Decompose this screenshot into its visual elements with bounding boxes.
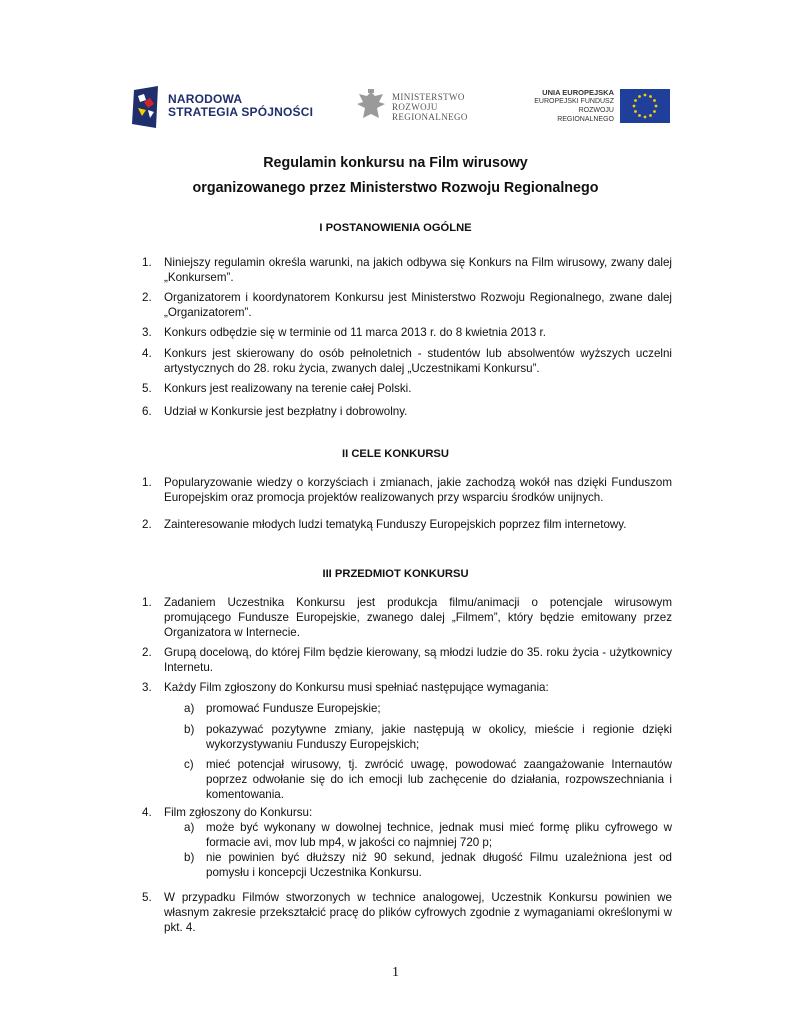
eu-line3: ROZWOJU REGIONALNEGO [557, 107, 614, 123]
sub-list-item [184, 701, 672, 716]
item-text: Konkurs jest realizowany na terenie całej Polski. [164, 382, 412, 395]
item-number: 4. [142, 806, 152, 819]
item-number: 1. [142, 596, 152, 609]
list-item [142, 325, 672, 340]
list-item [142, 475, 672, 505]
list-item [142, 404, 672, 419]
mrr-logo [355, 88, 468, 126]
list-item [142, 255, 672, 285]
nss-wordmark [168, 93, 313, 119]
list-item [142, 381, 672, 396]
item-text: Niniejszy regulamin określa warunki, na jakich odbywa się Konkurs na Film wirusowy, zwany dalej „Konkursem”. [164, 256, 672, 284]
mrr-line3: REGIONALNEGO [392, 112, 468, 122]
item-number: 2. [142, 291, 152, 304]
item-text: Udział w Konkursie jest bezpłatny i dobrowolny. [164, 405, 408, 418]
section-heading-1: I POSTANOWIENIA OGÓLNE [319, 222, 472, 234]
item-text: Organizatorem i koordynatorem Konkursu jest Ministerstwo Rozwoju Regionalnego, zwane dalej „Organizatorem”. [164, 291, 672, 319]
item-number: 3. [142, 681, 152, 694]
item-text: Zadaniem Uczestnika Konkursu jest produkcja filmu/animacji o potencjale wirusowym promującego Fundusze Europejskie, zwanego dalej „Filmem”, który będzie emitowany przez Organizatora w Internecie. [164, 596, 672, 639]
section-heading-2: II CELE KONKURSU [342, 448, 449, 460]
document-title-line2: organizowanego przez Ministerstwo Rozwoju Regionalnego [192, 180, 599, 196]
eagle-emblem-icon [355, 88, 387, 126]
item-text: Konkurs jest skierowany do osób pełnoletnich - studentów lub absolwentów wyższych uczelni artystycznych do 28. roku życia, zwanych dalej „Uczestnikami Konkursu”. [164, 347, 672, 375]
item-text: Film zgłoszony do Konkursu: [164, 806, 313, 819]
nss-line1: NARODOWA [168, 92, 243, 106]
item-text: Grupą docelową, do której Film będzie kierowany, są młodzi ludzie do 35. roku życia - użytkownicy Internetu. [164, 646, 672, 674]
item-number: 1. [142, 256, 152, 269]
item-number: 5. [142, 382, 152, 395]
sub-item-text: mieć potencjał wirusowy, tj. zwrócić uwagę, powodować zaangażowanie Internautów poprzez odwołanie się do ich emocji lub zachęcenie do działania, rozpowszechniania i komentowania. [206, 758, 672, 801]
eu-logo [528, 88, 670, 124]
list-item [142, 290, 672, 320]
section-heading-3: III PRZEDMIOT KONKURSU [322, 568, 469, 580]
sub-item-letter: a) [184, 702, 195, 715]
item-number: 5. [142, 891, 152, 904]
sub-item-text: może być wykonany w dowolnej technice, jednak musi mieć formę pliku cyfrowego w formacie avi, mov lub mp4, w jakości co najmniej 720 p; [206, 821, 672, 849]
item-text: Każdy Film zgłoszony do Konkursu musi spełniać następujące wymagania: [164, 681, 549, 694]
list-item [142, 346, 672, 376]
list-item [142, 645, 672, 675]
sub-item-text: pokazywać pozytywne zmiany, jakie następują w okolicy, mieście i regionie dzięki wykorzystywaniu Funduszy Europejskich; [206, 723, 672, 751]
eu-line1: UNIA EUROPEJSKA [542, 88, 614, 97]
eu-flag-icon [620, 89, 670, 123]
sub-list-item [184, 722, 672, 752]
item-number: 3. [142, 326, 152, 339]
list-item [142, 595, 672, 640]
sub-item-text: promować Fundusze Europejskie; [206, 702, 381, 715]
list-item [142, 805, 672, 820]
sub-item-letter: b) [184, 851, 195, 864]
sub-list-item [184, 757, 672, 802]
sub-list-item [184, 820, 672, 850]
sub-item-letter: c) [184, 758, 194, 771]
list-item [142, 517, 672, 532]
header-logos [130, 82, 670, 132]
nss-logo [130, 82, 313, 130]
mrr-line1: MINISTERSTWO [392, 92, 465, 102]
item-text: Popularyzowanie wiedzy o korzyściach i zmianach, jakie zachodzą wokół nas dzięki Funduszom Europejskim oraz promocja projektów realizowanych przy wsparciu środków unijnych. [164, 476, 672, 504]
eu-wordmark [528, 88, 614, 124]
item-number: 2. [142, 518, 152, 531]
item-text: Zainteresowanie młodych ludzi tematyką Funduszy Europejskich poprzez film internetowy. [164, 518, 627, 531]
eu-line2: EUROPEJSKI FUNDUSZ [534, 98, 614, 105]
item-number: 2. [142, 646, 152, 659]
sub-list-item [184, 850, 672, 880]
nss-line2: STRATEGIA SPÓJNOŚCI [168, 105, 314, 119]
item-number: 4. [142, 347, 152, 360]
sub-item-text: nie powinien być dłuższy niż 90 sekund, jednak długość Filmu uzależniona jest od pomysłu i koncepcji Uczestnika Konkursu. [206, 851, 672, 879]
item-text: Konkurs odbędzie się w terminie od 11 marca 2013 r. do 8 kwietnia 2013 r. [164, 326, 546, 339]
mrr-wordmark [392, 92, 468, 122]
document-title-line1: Regulamin konkursu na Film wirusowy [263, 155, 528, 171]
mrr-line2: ROZWOJU [392, 102, 438, 112]
item-number: 1. [142, 476, 152, 489]
page-number: 1 [392, 965, 399, 980]
sub-item-letter: a) [184, 821, 195, 834]
item-number: 6. [142, 405, 152, 418]
list-item [142, 680, 672, 695]
item-text: W przypadku Filmów stworzonych w technice analogowej, Uczestnik Konkursu powinien we własnym zakresie przekształcić pracę do plików cyfrowych zgodnie z wymaganiami określonymi w pkt. 4. [164, 891, 672, 934]
nss-emblem-icon [130, 84, 162, 128]
list-item [142, 890, 672, 935]
sub-item-letter: b) [184, 723, 195, 736]
